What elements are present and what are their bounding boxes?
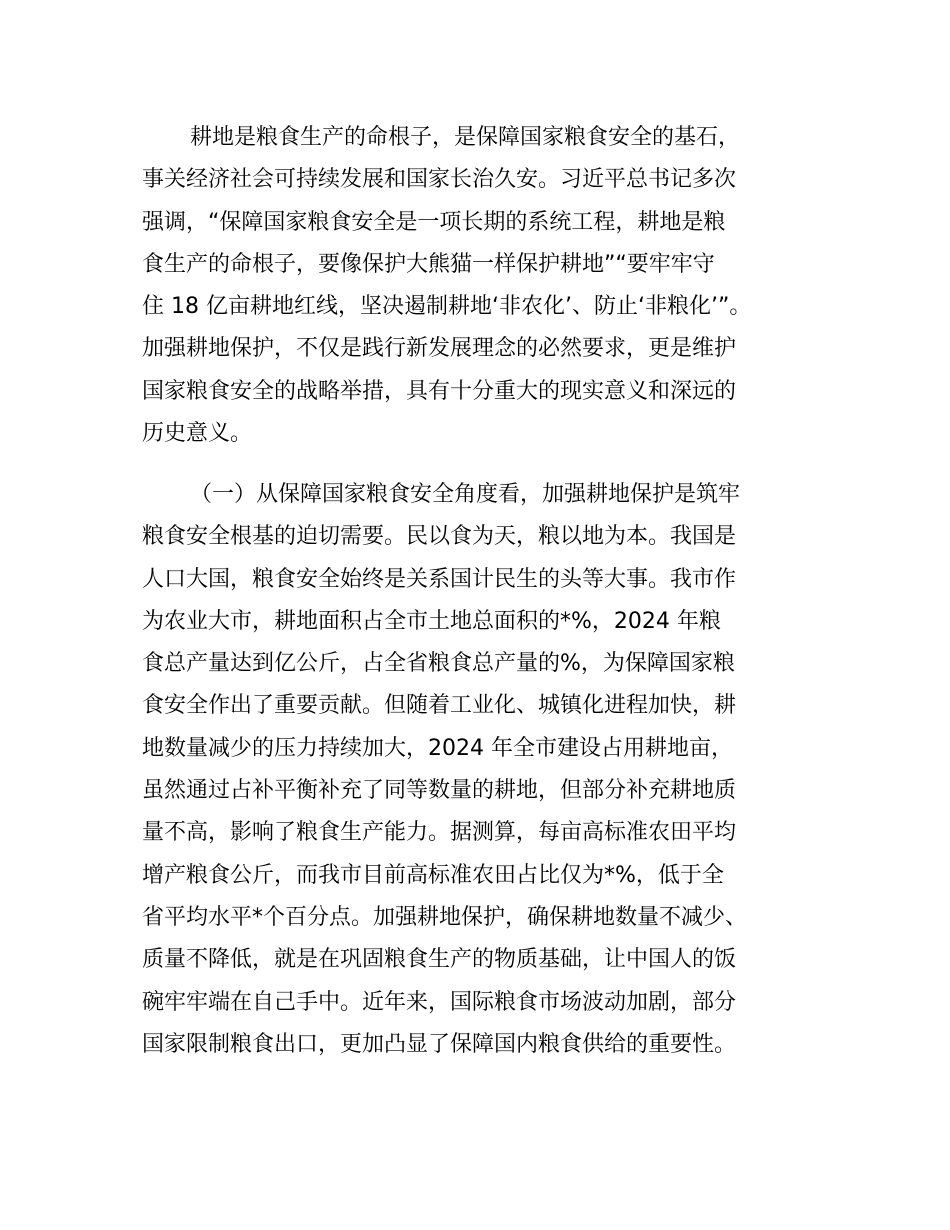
text-line: 人口大国，粮食安全始终是关系国计民生的头等大事。我市作 xyxy=(142,566,737,592)
text-line: 住 18 亿亩耕地红线，坚决遏制耕地‘非农化’、防止‘非粮化’”。 xyxy=(142,294,752,320)
text-line: 食生产的命根子，要像保护大熊猫一样保护耕地”“要牢牢守 xyxy=(142,251,715,277)
text-line: 增产粮食公斤，而我市目前高标准农田占比仅为*%，低于全 xyxy=(142,862,724,888)
text-line: 省平均水平*个百分点。加强耕地保护，确保耕地数量不减少、 xyxy=(142,904,748,930)
text-line: 地数量减少的压力持续加大，2024 年全市建设占用耕地亩， xyxy=(142,735,733,761)
paragraph-section-one xyxy=(142,474,822,1066)
text-line: 碗牢牢端在自己手中。近年来，国际粮食市场波动加剧，部分 xyxy=(142,989,737,1015)
text-line: 量不高，影响了粮食生产能力。据测算，每亩高标准农田平均 xyxy=(142,820,737,846)
text-line: 历史意义。 xyxy=(142,421,253,447)
text-line: 国家限制粮食出口，更加凸显了保障国内粮食供给的重要性。 xyxy=(142,1031,737,1057)
text-line: 为农业大市，耕地面积占全市土地总面积的*%，2024 年粮 xyxy=(142,608,721,634)
paragraph-intro xyxy=(142,117,822,455)
text-line: （一）从保障国家粮食安全角度看，加强耕地保护是筑牢 xyxy=(190,482,741,507)
text-line: 加强耕地保护，不仅是践行新发展理念的必然要求，更是维护 xyxy=(142,336,737,362)
text-line: 耕地是粮食生产的命根子，是保障国家粮食安全的基石， xyxy=(190,125,741,150)
text-line: 食安全作出了重要贡献。但随着工业化、城镇化进程加快，耕 xyxy=(142,693,737,719)
text-line: 虽然通过占补平衡补充了同等数量的耕地，但部分补充耕地质 xyxy=(142,778,737,804)
text-line: 事关经济社会可持续发展和国家长治久安。习近平总书记多次 xyxy=(142,167,737,193)
text-line: 食总产量达到亿公斤，占全省粮食总产量的%，为保障国家粮 xyxy=(142,651,735,677)
text-line: 质量不降低，就是在巩固粮食生产的物质基础，让中国人的饭 xyxy=(142,947,737,973)
text-line: 国家粮食安全的战略举措，具有十分重大的现实意义和深远的 xyxy=(142,378,737,404)
text-line: 粮食安全根基的迫切需要。民以食为天，粮以地为本。我国是 xyxy=(142,524,737,550)
text-line: 强调，“保障国家粮食安全是一项长期的系统工程，耕地是粮 xyxy=(142,209,726,235)
